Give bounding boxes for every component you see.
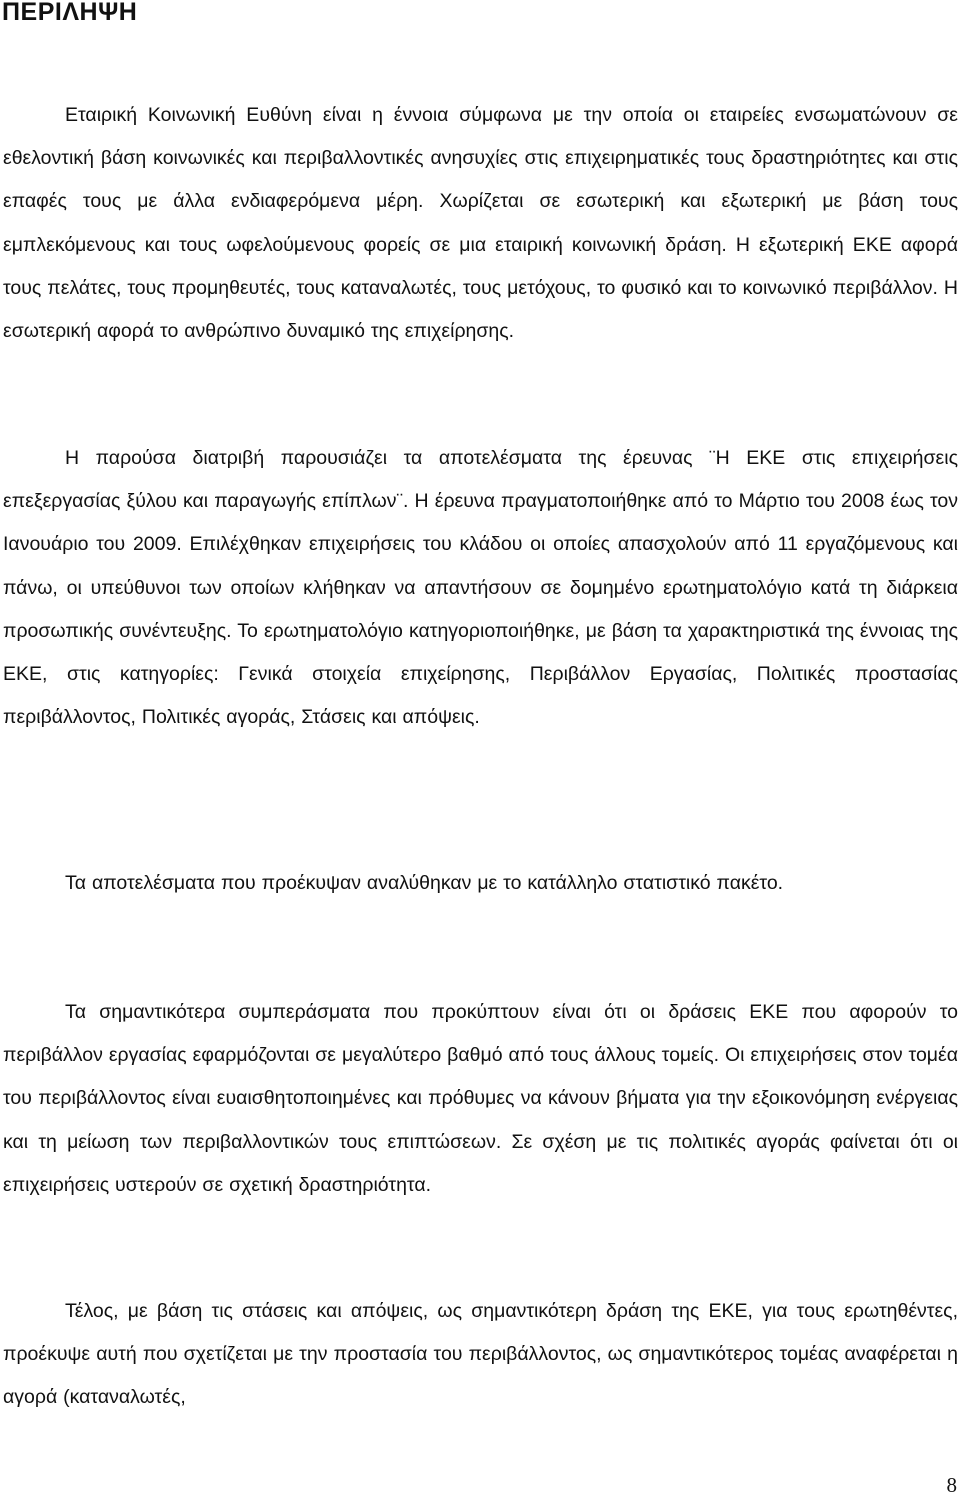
paragraph-final: Τέλος, με βάση τις στάσεις και απόψεις, ως σημαντικότερη δράση της ΕΚΕ, για τους ερωτηθέντες, προέκυψε αυτή που σχετίζεται με την προστασία του περιβάλλοντος, ως σημαντικότερος τομέας αναφέρεται η αγορά (καταναλωτές, [3,1300,958,1409]
page-number: 8 [946,1473,957,1497]
paragraph-definition: Εταιρική Κοινωνική Ευθύνη είναι η έννοια σύμφωνα με την οποία οι εταιρείες ενσωματώνουν σε εθελοντική βάση κοινωνικές και περιβαλλοντικές ανησυχίες στις επιχειρηματικές τους δραστηριότητες και στις επαφές τους με άλλα ενδιαφερόμενα μέρη. Χωρίζεται σε εσωτερική και εξωτερική με βάση τους εμπλεκόμενους και τους ωφελούμενους φορείς σε μια εταιρική κοινωνική δράση. Η εξωτερική ΕΚΕ αφορά τους πελάτες, τους προμηθευτές, τους καταναλωτές, τους μετόχους, το φυσικό και το κοινωνικό περιβάλλον. Η εσωτερική αφορά το ανθρώπινο δυναμικό της επιχείρησης. [3,104,958,343]
paragraph-conclusions: Τα σημαντικότερα συμπεράσματα που προκύπτουν είναι ότι οι δράσεις ΕΚΕ που αφορούν το περιβάλλον εργασίας εφαρμόζονται σε μεγαλύτερο βαθμό από τους άλλους τομείς. Οι επιχειρήσεις στον τομέα του περιβάλλοντος είναι ευαισθητοποιημένες και πρόθυμες να κάνουν βήματα για την εξοικονόμηση ενέργειας και τη μείωση των περιβαλλοντικών τους επιπτώσεων. Σε σχέση με τις πολιτικές αγοράς φαίνεται ότι οι επιχειρήσεις υστερούν σε σχετική δραστηριότητα. [3,1001,958,1196]
page-title: ΠΕΡΙΛΗΨΗ [2,0,138,26]
paragraph-analysis: Τα αποτελέσματα που προέκυψαν αναλύθηκαν με το κατάλληλο στατιστικό πακέτο. [65,872,784,894]
paragraph-research: Η παρούσα διατριβή παρουσιάζει τα αποτελέσματα της έρευνας ¨Η ΕΚΕ στις επιχειρήσεις επεξεργασίας ξύλου και παραγωγής επίπλων¨. Η έρευνα πραγματοποιήθηκε από το Μάρτιο του 2008 έως τον Ιανουάριο του 2009. Επιλέχθηκαν επιχειρήσεις του κλάδου οι οποίες απασχολούν από 11 εργαζόμενους και πάνω, οι υπεύθυνοι των οποίων κλήθηκαν να απαντήσουν σε δομημένο ερωτηματολόγιο κατά τη διάρκεια προσωπικής συνέντευξης. Το ερωτηματολόγιο κατηγοριοποιήθηκε, με βάση τα χαρακτηριστικά της έννοιας της ΕΚΕ, στις κατηγορίες: Γενικά στοιχεία επιχείρησης, Περιβάλλον Εργασίας, Πολιτικές προστασίας περιβάλλοντος, Πολιτικές αγοράς, Στάσεις και απόψεις. [3,447,958,729]
